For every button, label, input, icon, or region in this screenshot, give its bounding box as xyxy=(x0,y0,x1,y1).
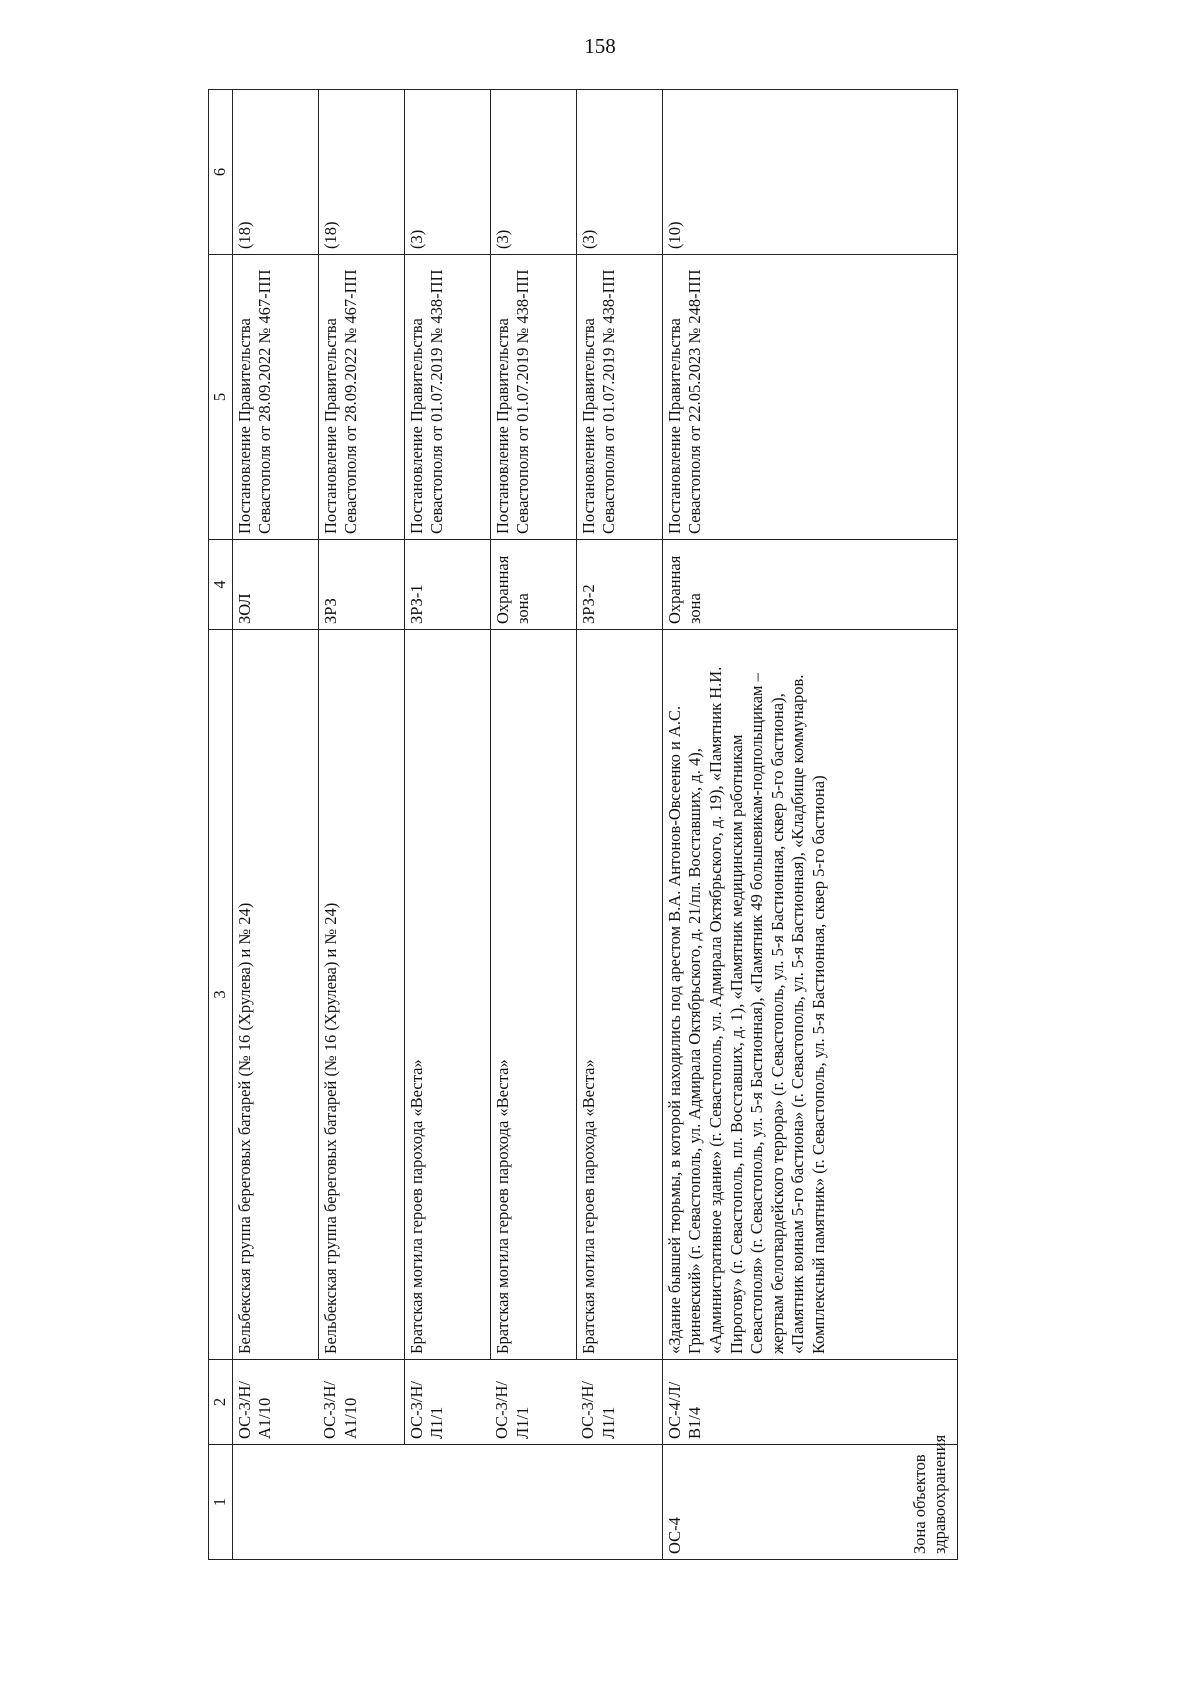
group-cell-os4 xyxy=(662,1434,957,1560)
header-col-5: 5 xyxy=(209,255,233,540)
header-row xyxy=(209,90,233,1560)
object-code: ОС-4/Л/В1/4 xyxy=(662,1360,957,1445)
source-ref: (3) xyxy=(576,90,662,255)
header-col-3: 3 xyxy=(209,630,233,1360)
document-ref: Постановление Правительства Севастополя от 01.07.2019 № 438-ПП xyxy=(576,255,662,540)
document-ref: Постановление Правительства Севастополя от 22.05.2023 № 248-ПП xyxy=(662,255,957,540)
zone-type: Охранная зона xyxy=(662,540,957,630)
object-name: Братская могила героев парохода «Веста» xyxy=(490,630,576,1360)
object-code: ОС-3/Н/Л1/1 xyxy=(404,1360,490,1445)
document-ref: Постановление Правительства Севастополя от 28.09.2022 № 467-ПП xyxy=(232,255,318,540)
table-row xyxy=(576,90,662,1560)
header-col-4: 4 xyxy=(209,540,233,630)
document-ref: Постановление Правительства Севастополя от 28.09.2022 № 467-ПП xyxy=(318,255,404,540)
zone-type: ЗРЗ xyxy=(318,540,404,630)
source-ref: (3) xyxy=(404,90,490,255)
group-cell-continued xyxy=(232,1445,662,1560)
source-ref: (18) xyxy=(318,90,404,255)
object-name: Бельбекская группа береговых батарей (№ 16 (Хрулева) и № 24) xyxy=(318,630,404,1360)
table-row xyxy=(318,90,404,1560)
source-ref: (3) xyxy=(490,90,576,255)
source-ref: (10) xyxy=(662,90,957,255)
object-code: ОС-3/Н/Л1/1 xyxy=(490,1360,576,1445)
object-name: Братская могила героев парохода «Веста» xyxy=(576,630,662,1360)
zone-type: ЗРЗ-1 xyxy=(404,540,490,630)
object-code: ОС-3/Н/Л1/1 xyxy=(576,1360,662,1445)
zone-type: ЗРЗ-2 xyxy=(576,540,662,630)
document-ref: Постановление Правительства Севастополя от 01.07.2019 № 438-ПП xyxy=(490,255,576,540)
object-name: Бельбекская группа береговых батарей (№ 16 (Хрулева) и № 24) xyxy=(232,630,318,1360)
table-row xyxy=(404,90,490,1560)
group-code: ОС-4 xyxy=(664,1517,684,1554)
table-row xyxy=(662,90,957,1560)
source-ref: (18) xyxy=(232,90,318,255)
table-row xyxy=(232,90,318,1560)
group-name: Зона объектов здравоохранения xyxy=(909,1434,950,1554)
zones-table xyxy=(208,89,958,1560)
object-code: ОС-3/Н/А1/10 xyxy=(318,1360,404,1445)
object-name: Братская могила героев парохода «Веста» xyxy=(404,630,490,1360)
header-col-2: 2 xyxy=(209,1360,233,1445)
header-col-1: 1 xyxy=(209,1445,233,1560)
object-code: ОС-3/Н/А1/10 xyxy=(232,1360,318,1445)
document-ref: Постановление Правительства Севастополя от 01.07.2019 № 438-ПП xyxy=(404,255,490,540)
table-row xyxy=(490,90,576,1560)
page-number: 158 xyxy=(584,34,616,58)
zone-type: Охранная зона xyxy=(490,540,576,630)
object-name: «Здание бывшей тюрьмы, в которой находились под арестом В.А. Антонов-Овсеенко и А.С. Гриневский» (г. Севастополь, ул. Адмирала Октябрьского, д. 21/пл. Восставших, д. 4), «Административное здание» (г. Севастополь, ул. Адмирала Октябрьского, д. 19), «Памятник Н.И. Пирогову» (г. Севастополь, пл. Восставших, д. 1), «Памятник медицинским работникам Севастополя» (г. Севастополь, ул. 5-я Бастионная), «Памятник 49 большевикам-подпольщикам – жертвам белогвардейского террора» (г. Севастополь, ул. 5-я Бастионная, сквер 5-го бастиона), «Памятник воинам 5-го бастиона» (г. Севастополь, ул. 5-я Бастионная), «Кладбище коммунаров. Комплексный памятник» (г. Севастополь, ул. 5-я Бастионная, сквер 5-го бастиона) xyxy=(662,630,957,1360)
rotated-table-container xyxy=(208,90,958,1560)
header-col-6: 6 xyxy=(209,90,233,255)
zone-type: ЗОЛ xyxy=(232,540,318,630)
